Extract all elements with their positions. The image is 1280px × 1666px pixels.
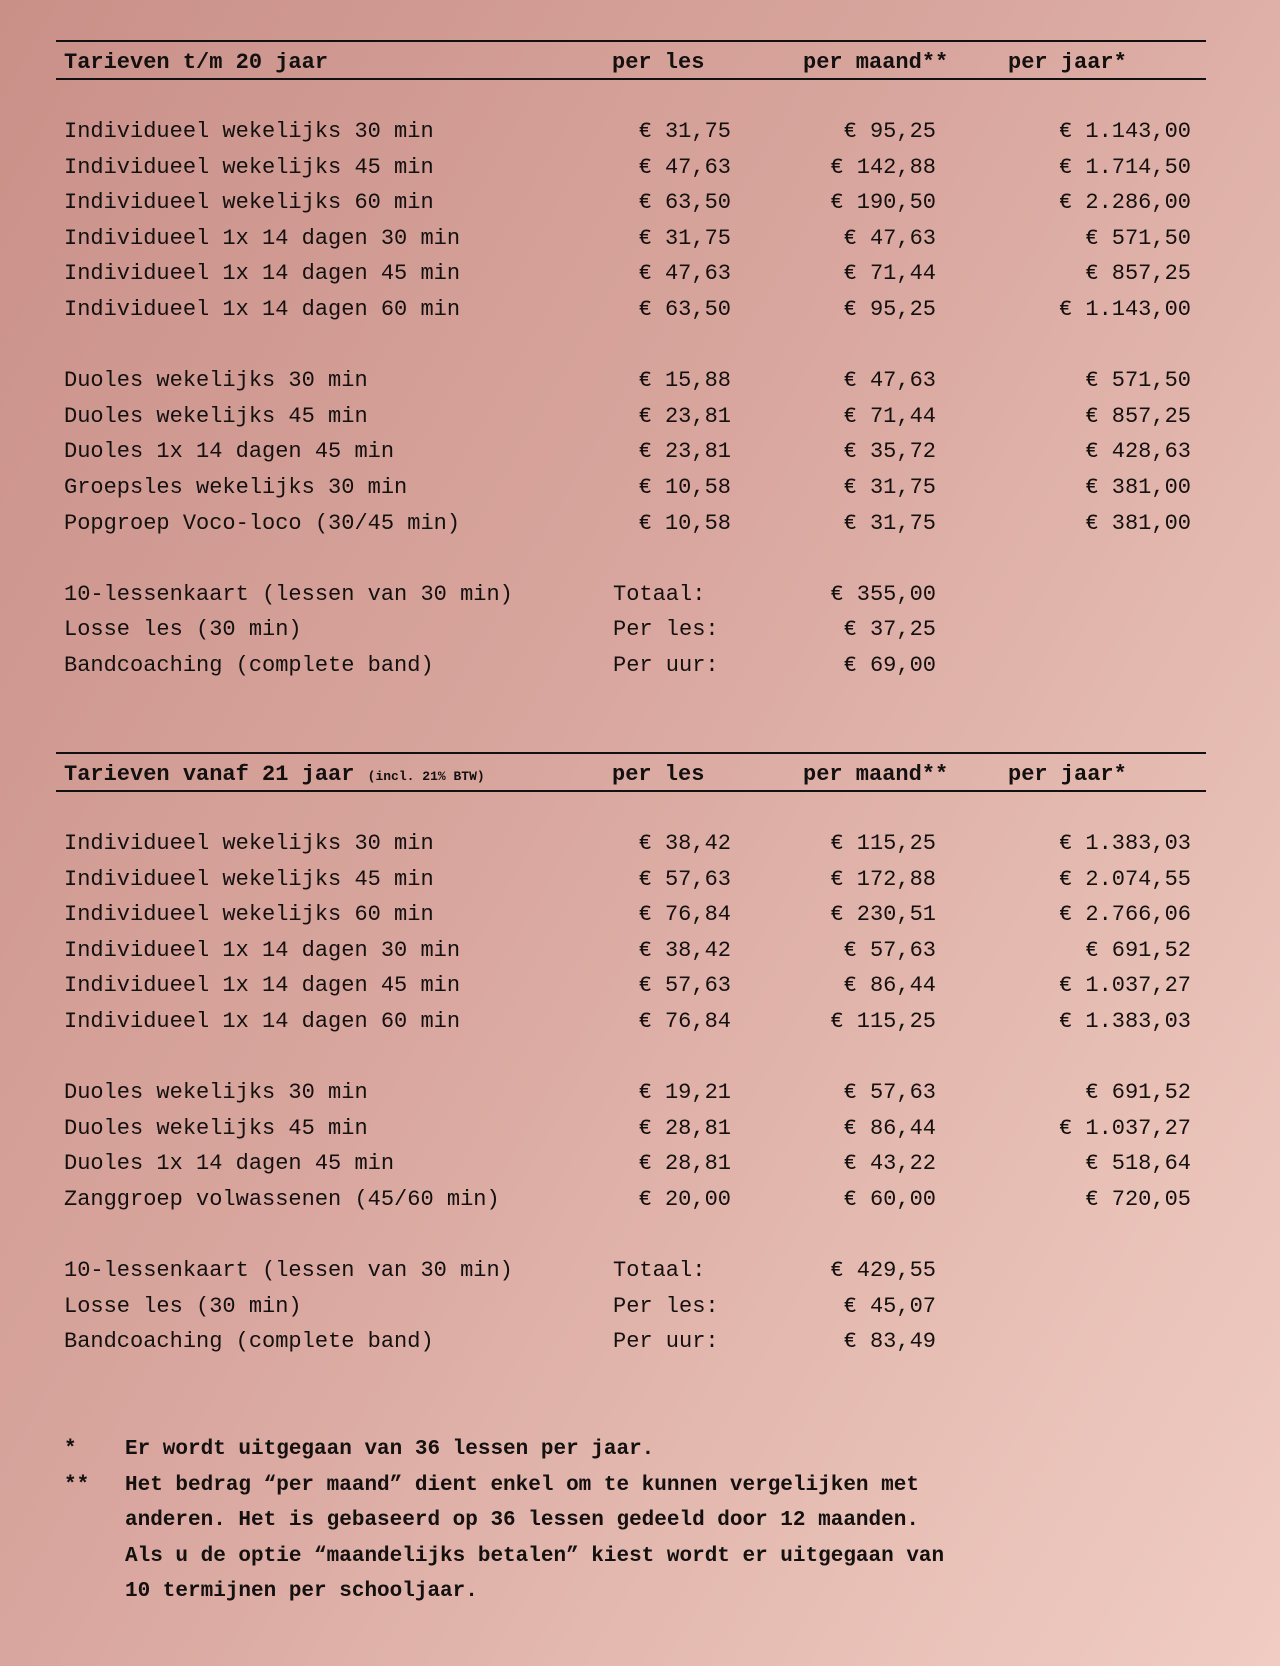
price-per-jaar: € 857,25 — [1085, 403, 1191, 429]
row-label: Duoles wekelijks 45 min — [64, 1115, 368, 1141]
footnote — [64, 1468, 1214, 1610]
table-row — [56, 400, 1206, 436]
table-row — [56, 435, 1206, 471]
extra-row — [56, 1325, 1206, 1361]
extra-row — [56, 1254, 1206, 1290]
price-per-maand: € 43,22 — [843, 1151, 936, 1177]
column-header-per-jaar: per jaar* — [1008, 762, 1127, 787]
price-per-les: € 47,63 — [638, 261, 731, 287]
table-title: Tarieven vanaf 21 jaar (incl. 21% BTW) — [64, 762, 485, 787]
price-kind: Per uur: — [613, 652, 719, 678]
price-kind: Per les: — [613, 1293, 719, 1319]
row-label: Individueel wekelijks 30 min — [64, 119, 434, 144]
row-label: Individueel wekelijks 60 min — [64, 902, 434, 928]
price-per-les: € 76,84 — [638, 902, 731, 928]
table-row — [56, 898, 1206, 934]
tariff-rows — [56, 115, 1206, 685]
footnote — [64, 1432, 1214, 1468]
table-row — [56, 1112, 1206, 1148]
column-header-per-jaar: per jaar* — [1008, 50, 1127, 75]
table-row — [56, 1005, 1206, 1041]
price-per-les: € 10,58 — [638, 474, 731, 500]
row-label: Groepsles wekelijks 30 min — [64, 474, 408, 500]
price-per-jaar: € 691,52 — [1085, 937, 1191, 963]
price-per-maand: € 71,44 — [843, 403, 936, 429]
row-label: Individueel wekelijks 45 min — [64, 866, 434, 892]
price-kind: Totaal: — [613, 581, 706, 607]
extra-price: € 83,49 — [843, 1329, 936, 1355]
table-row — [56, 969, 1206, 1005]
price-per-les: € 57,63 — [638, 973, 731, 999]
row-label: Duoles 1x 14 dagen 45 min — [64, 1151, 395, 1177]
price-per-jaar: € 1.143,00 — [1058, 296, 1191, 322]
tariff-rows — [56, 827, 1206, 1361]
row-label: Losse les (30 min) — [64, 617, 302, 643]
price-per-maand: € 172,88 — [830, 866, 936, 892]
price-per-jaar: € 1.037,27 — [1058, 1115, 1191, 1141]
footnote-line: Het bedrag “per maand” dient enkel om te kunnen vergelijken met — [125, 1473, 919, 1497]
price-per-jaar: € 857,25 — [1085, 261, 1191, 287]
price-per-maand: € 57,63 — [843, 937, 936, 963]
price-per-jaar: € 1.383,03 — [1058, 1008, 1191, 1034]
column-header-per-les: per les — [612, 50, 705, 75]
row-label: Individueel 1x 14 dagen 60 min — [64, 1008, 461, 1034]
row-label: Zanggroep volwassenen (45/60 min) — [64, 1186, 500, 1212]
table-row — [56, 934, 1206, 970]
price-per-jaar: € 571,50 — [1085, 225, 1191, 251]
table-row — [56, 115, 1206, 151]
extra-price: € 37,25 — [843, 617, 936, 643]
price-kind: Totaal: — [613, 1258, 706, 1284]
table-row — [56, 1076, 1206, 1112]
table-title-note: (incl. 21% BTW) — [367, 769, 485, 784]
price-per-les: € 31,75 — [638, 119, 731, 144]
price-per-les: € 47,63 — [638, 154, 731, 180]
price-per-les: € 63,50 — [638, 190, 731, 216]
row-label: Bandcoaching (complete band) — [64, 652, 434, 678]
price-per-maand: € 190,50 — [830, 190, 936, 216]
footnote-line: Er wordt uitgegaan van 36 lessen per jaar. — [125, 1438, 655, 1461]
price-per-maand: € 115,25 — [830, 831, 936, 856]
price-per-jaar: € 2.286,00 — [1058, 190, 1191, 216]
table-row — [56, 863, 1206, 899]
row-label: Duoles wekelijks 30 min — [64, 368, 368, 394]
extra-row — [56, 578, 1206, 614]
price-per-les: € 31,75 — [638, 225, 731, 251]
price-per-les: € 28,81 — [638, 1151, 731, 1177]
row-label: Individueel 1x 14 dagen 45 min — [64, 261, 461, 287]
tariff-table-adult — [56, 752, 1206, 1361]
price-per-jaar: € 1.143,00 — [1058, 119, 1191, 144]
table-title: Tarieven t/m 20 jaar — [64, 50, 329, 75]
price-per-les: € 38,42 — [638, 831, 731, 856]
row-label: Duoles 1x 14 dagen 45 min — [64, 439, 395, 465]
footnote-mark: * — [64, 1438, 77, 1461]
extra-price: € 429,55 — [830, 1258, 936, 1284]
price-per-les: € 19,21 — [638, 1080, 731, 1106]
price-per-les: € 28,81 — [638, 1115, 731, 1141]
price-per-maand: € 95,25 — [843, 296, 936, 322]
price-kind: Per uur: — [613, 1329, 719, 1355]
table-row — [56, 186, 1206, 222]
row-label: Duoles wekelijks 30 min — [64, 1080, 368, 1106]
extra-row — [56, 613, 1206, 649]
price-per-jaar: € 571,50 — [1085, 368, 1191, 394]
table-header — [56, 752, 1206, 792]
column-header-per-maand: per maand** — [803, 50, 949, 75]
footnotes — [64, 1432, 1214, 1610]
table-row — [56, 364, 1206, 400]
price-per-les: € 15,88 — [638, 368, 731, 394]
price-per-maand: € 31,75 — [843, 510, 936, 536]
price-per-maand: € 86,44 — [843, 973, 936, 999]
row-label: 10-lessenkaart (lessen van 30 min) — [64, 1258, 513, 1284]
extra-row — [56, 649, 1206, 685]
price-per-maand: € 86,44 — [843, 1115, 936, 1141]
table-row — [56, 827, 1206, 863]
price-per-maand: € 71,44 — [843, 261, 936, 287]
price-per-jaar: € 428,63 — [1085, 439, 1191, 465]
price-per-les: € 10,58 — [638, 510, 731, 536]
row-label: Duoles wekelijks 45 min — [64, 403, 368, 429]
row-label: Individueel wekelijks 45 min — [64, 154, 434, 180]
footnote-line: anderen. Het is gebaseerd op 36 lessen gedeeld door 12 maanden. — [125, 1509, 919, 1532]
extra-row — [56, 1290, 1206, 1326]
price-per-maand: € 142,88 — [830, 154, 936, 180]
price-per-maand: € 31,75 — [843, 474, 936, 500]
price-per-jaar: € 381,00 — [1085, 510, 1191, 536]
price-per-maand: € 35,72 — [843, 439, 936, 465]
row-label: Individueel wekelijks 30 min — [64, 831, 434, 856]
table-row — [56, 151, 1206, 187]
column-header-per-maand: per maand** — [803, 762, 949, 787]
row-label: Individueel 1x 14 dagen 30 min — [64, 937, 461, 963]
price-per-jaar: € 2.074,55 — [1058, 866, 1191, 892]
table-row — [56, 293, 1206, 329]
row-label: Individueel 1x 14 dagen 60 min — [64, 296, 461, 322]
footnote-line: Als u de optie “maandelijks betalen” kiest wordt er uitgegaan van — [125, 1544, 945, 1568]
price-kind: Per les: — [613, 617, 719, 643]
row-label: Bandcoaching (complete band) — [64, 1329, 434, 1355]
price-per-les: € 63,50 — [638, 296, 731, 322]
price-per-maand: € 47,63 — [843, 225, 936, 251]
table-row — [56, 471, 1206, 507]
row-label: Losse les (30 min) — [64, 1293, 302, 1319]
price-per-jaar: € 1.383,03 — [1058, 831, 1191, 856]
footnote-line: 10 termijnen per schooljaar. — [125, 1580, 478, 1603]
row-label: Individueel 1x 14 dagen 45 min — [64, 973, 461, 999]
price-per-les: € 38,42 — [638, 937, 731, 963]
price-per-les: € 23,81 — [638, 439, 731, 465]
table-header — [56, 40, 1206, 80]
price-per-les: € 20,00 — [638, 1186, 731, 1212]
price-per-jaar: € 720,05 — [1085, 1186, 1191, 1212]
row-label: Individueel wekelijks 60 min — [64, 190, 434, 216]
tariff-table-youth — [56, 40, 1206, 685]
price-per-jaar: € 518,64 — [1085, 1151, 1191, 1177]
price-per-maand: € 60,00 — [843, 1186, 936, 1212]
table-row — [56, 507, 1206, 543]
table-row — [56, 1183, 1206, 1219]
row-label: Individueel 1x 14 dagen 30 min — [64, 225, 461, 251]
price-per-maand: € 47,63 — [843, 368, 936, 394]
price-per-maand: € 95,25 — [843, 119, 936, 144]
row-label: Popgroep Voco-loco (30/45 min) — [64, 510, 461, 536]
footnote-mark: ** — [64, 1473, 90, 1497]
row-label: 10-lessenkaart (lessen van 30 min) — [64, 581, 513, 607]
price-per-jaar: € 1.714,50 — [1058, 154, 1191, 180]
table-row — [56, 222, 1206, 258]
extra-price: € 69,00 — [843, 652, 936, 678]
column-header-per-les: per les — [612, 762, 705, 787]
price-per-les: € 57,63 — [638, 866, 731, 892]
price-per-les: € 76,84 — [638, 1008, 731, 1034]
extra-price: € 355,00 — [830, 581, 936, 607]
price-per-jaar: € 691,52 — [1085, 1080, 1191, 1106]
price-per-jaar: € 381,00 — [1085, 474, 1191, 500]
table-row — [56, 1147, 1206, 1183]
price-per-jaar: € 2.766,06 — [1058, 902, 1191, 928]
table-row — [56, 257, 1206, 293]
price-per-les: € 23,81 — [638, 403, 731, 429]
price-per-maand: € 230,51 — [830, 902, 936, 928]
price-per-jaar: € 1.037,27 — [1058, 973, 1191, 999]
price-per-maand: € 57,63 — [843, 1080, 936, 1106]
extra-price: € 45,07 — [843, 1293, 936, 1319]
price-per-maand: € 115,25 — [830, 1008, 936, 1034]
